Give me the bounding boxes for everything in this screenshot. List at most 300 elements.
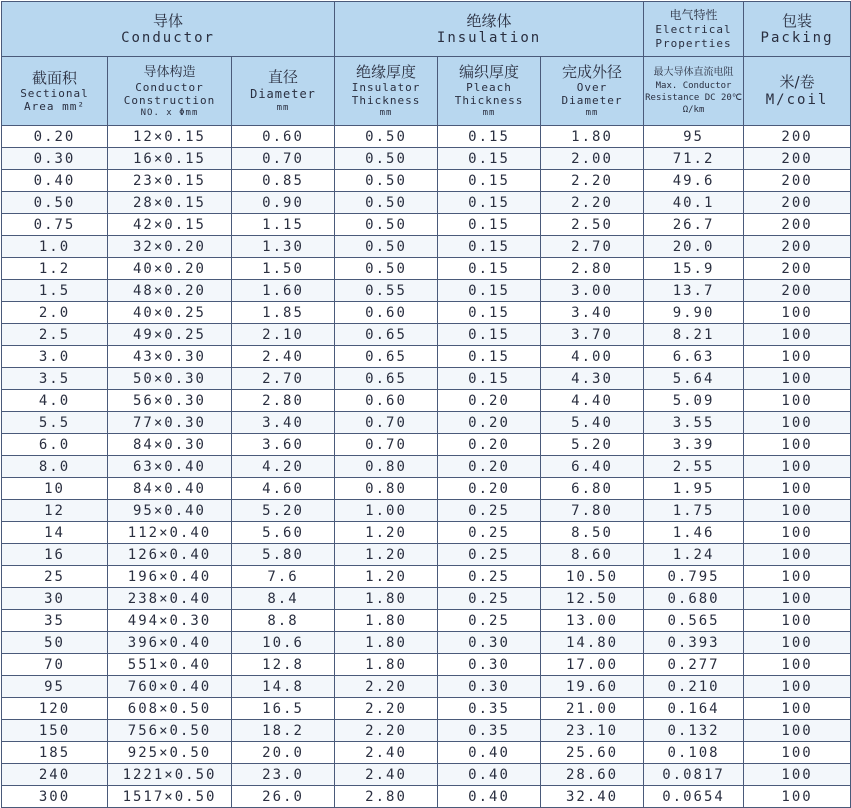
cell-insulator-thickness: 0.55 <box>335 280 438 302</box>
cell-construction: 1517×0.50 <box>108 786 232 808</box>
cell-max-resistance: 49.6 <box>644 170 744 192</box>
col-en: Pleach <box>466 80 512 94</box>
cell-meters-per-coil: 100 <box>744 654 851 676</box>
col-header-sectional-area <box>2 57 108 126</box>
cell-construction: 925×0.50 <box>108 742 232 764</box>
cell-diameter: 2.40 <box>232 346 335 368</box>
table-row <box>2 544 851 566</box>
cell-construction: 16×0.15 <box>108 148 232 170</box>
cell-sectional-area: 12 <box>2 500 108 522</box>
cell-meters-per-coil: 200 <box>744 280 851 302</box>
cell-construction: 238×0.40 <box>108 588 232 610</box>
cell-insulator-thickness: 1.20 <box>335 544 438 566</box>
cell-meters-per-coil: 100 <box>744 456 851 478</box>
cell-meters-per-coil: 200 <box>744 148 851 170</box>
cell-sectional-area: 0.40 <box>2 170 108 192</box>
cell-over-diameter: 2.80 <box>541 258 644 280</box>
col-header-meters-per-coil <box>744 57 851 126</box>
cell-pleach-thickness: 0.40 <box>438 786 541 808</box>
group-header-row <box>2 2 851 57</box>
cell-max-resistance: 5.64 <box>644 368 744 390</box>
cell-meters-per-coil: 100 <box>744 786 851 808</box>
cell-max-resistance: 1.24 <box>644 544 744 566</box>
cell-meters-per-coil: 100 <box>744 698 851 720</box>
cell-construction: 32×0.20 <box>108 236 232 258</box>
cell-sectional-area: 1.2 <box>2 258 108 280</box>
cell-diameter: 4.60 <box>232 478 335 500</box>
cell-meters-per-coil: 200 <box>744 170 851 192</box>
cell-over-diameter: 6.80 <box>541 478 644 500</box>
cell-pleach-thickness: 0.20 <box>438 390 541 412</box>
table-row <box>2 610 851 632</box>
cell-sectional-area: 3.5 <box>2 368 108 390</box>
table-row <box>2 500 851 522</box>
cell-over-diameter: 23.10 <box>541 720 644 742</box>
table-row <box>2 324 851 346</box>
table-row <box>2 302 851 324</box>
cell-pleach-thickness: 0.15 <box>438 368 541 390</box>
cell-meters-per-coil: 200 <box>744 192 851 214</box>
cell-diameter: 0.90 <box>232 192 335 214</box>
conductor-group-zh: 导体 <box>153 11 184 30</box>
cell-sectional-area: 0.30 <box>2 148 108 170</box>
cell-over-diameter: 13.00 <box>541 610 644 632</box>
cell-over-diameter: 14.80 <box>541 632 644 654</box>
col-zh: 米/卷 <box>779 72 815 91</box>
electrical-group-en2: Properties <box>655 36 732 50</box>
cell-over-diameter: 10.50 <box>541 566 644 588</box>
cell-meters-per-coil: 100 <box>744 544 851 566</box>
cell-max-resistance: 3.55 <box>644 412 744 434</box>
cell-insulator-thickness: 0.50 <box>335 236 438 258</box>
cell-over-diameter: 12.50 <box>541 588 644 610</box>
cell-sectional-area: 0.75 <box>2 214 108 236</box>
cell-insulator-thickness: 1.20 <box>335 566 438 588</box>
cell-pleach-thickness: 0.15 <box>438 126 541 148</box>
cell-meters-per-coil: 100 <box>744 566 851 588</box>
cell-pleach-thickness: 0.35 <box>438 720 541 742</box>
cell-diameter: 5.80 <box>232 544 335 566</box>
cell-over-diameter: 8.50 <box>541 522 644 544</box>
cell-meters-per-coil: 100 <box>744 522 851 544</box>
electrical-group-en1: Electrical <box>655 22 732 36</box>
cell-sectional-area: 0.20 <box>2 126 108 148</box>
cell-diameter: 2.70 <box>232 368 335 390</box>
col-header-insulator-thickness <box>335 57 438 126</box>
table-row <box>2 676 851 698</box>
cell-over-diameter: 32.40 <box>541 786 644 808</box>
table-row <box>2 148 851 170</box>
cell-diameter: 26.0 <box>232 786 335 808</box>
cell-insulator-thickness: 0.50 <box>335 148 438 170</box>
cell-sectional-area: 3.0 <box>2 346 108 368</box>
cell-insulator-thickness: 2.40 <box>335 764 438 786</box>
cell-over-diameter: 6.40 <box>541 456 644 478</box>
cell-over-diameter: 3.40 <box>541 302 644 324</box>
cell-max-resistance: 0.277 <box>644 654 744 676</box>
cell-meters-per-coil: 100 <box>744 588 851 610</box>
table-row <box>2 522 851 544</box>
table-row <box>2 214 851 236</box>
cell-diameter: 3.40 <box>232 412 335 434</box>
table-row <box>2 786 851 808</box>
cell-sectional-area: 240 <box>2 764 108 786</box>
cell-max-resistance: 15.9 <box>644 258 744 280</box>
cell-pleach-thickness: 0.20 <box>438 412 541 434</box>
cell-construction: 28×0.15 <box>108 192 232 214</box>
cell-over-diameter: 25.60 <box>541 742 644 764</box>
cell-diameter: 23.0 <box>232 764 335 786</box>
col-en: Diameter <box>250 86 316 101</box>
cell-max-resistance: 71.2 <box>644 148 744 170</box>
cell-construction: 396×0.40 <box>108 632 232 654</box>
cell-diameter: 8.8 <box>232 610 335 632</box>
cell-sectional-area: 2.0 <box>2 302 108 324</box>
cell-pleach-thickness: 0.15 <box>438 214 541 236</box>
cell-insulator-thickness: 0.70 <box>335 434 438 456</box>
cell-over-diameter: 2.50 <box>541 214 644 236</box>
cell-construction: 196×0.40 <box>108 566 232 588</box>
cell-sectional-area: 5.5 <box>2 412 108 434</box>
cell-construction: 63×0.40 <box>108 456 232 478</box>
col-en: M/coil <box>765 91 829 108</box>
cell-over-diameter: 2.20 <box>541 192 644 214</box>
table-row <box>2 478 851 500</box>
table-row <box>2 170 851 192</box>
col-en: NO. x Φmm <box>140 107 199 118</box>
cell-construction: 40×0.20 <box>108 258 232 280</box>
cell-insulator-thickness: 2.80 <box>335 786 438 808</box>
cell-diameter: 0.85 <box>232 170 335 192</box>
cell-over-diameter: 5.40 <box>541 412 644 434</box>
cell-diameter: 0.60 <box>232 126 335 148</box>
cell-diameter: 2.80 <box>232 390 335 412</box>
cell-construction: 1221×0.50 <box>108 764 232 786</box>
cell-meters-per-coil: 100 <box>744 478 851 500</box>
cell-max-resistance: 8.21 <box>644 324 744 346</box>
cell-sectional-area: 185 <box>2 742 108 764</box>
table-row <box>2 258 851 280</box>
cell-over-diameter: 3.70 <box>541 324 644 346</box>
cell-diameter: 0.70 <box>232 148 335 170</box>
cell-diameter: 4.20 <box>232 456 335 478</box>
cell-insulator-thickness: 2.20 <box>335 720 438 742</box>
cell-construction: 84×0.30 <box>108 434 232 456</box>
col-en: Thickness <box>454 93 524 107</box>
cell-sectional-area: 95 <box>2 676 108 698</box>
cell-diameter: 1.15 <box>232 214 335 236</box>
col-zh: 完成外径 <box>562 62 623 81</box>
insulation-group-zh: 绝缘体 <box>466 11 512 30</box>
electrical-group-zh: 电气特性 <box>669 7 718 22</box>
cell-max-resistance: 0.108 <box>644 742 744 764</box>
cell-over-diameter: 21.00 <box>541 698 644 720</box>
cell-pleach-thickness: 0.15 <box>438 324 541 346</box>
cell-meters-per-coil: 100 <box>744 346 851 368</box>
col-header-over-diameter <box>541 57 644 126</box>
cell-construction: 12×0.15 <box>108 126 232 148</box>
cell-construction: 756×0.50 <box>108 720 232 742</box>
cell-max-resistance: 3.39 <box>644 434 744 456</box>
cell-max-resistance: 13.7 <box>644 280 744 302</box>
col-en: mm <box>276 102 290 113</box>
conductor-group-header <box>2 2 335 57</box>
col-en: Insulator <box>351 80 421 94</box>
cell-max-resistance: 2.55 <box>644 456 744 478</box>
cell-meters-per-coil: 100 <box>744 412 851 434</box>
col-en: mm <box>482 107 496 118</box>
cell-insulator-thickness: 2.20 <box>335 676 438 698</box>
cell-max-resistance: 0.680 <box>644 588 744 610</box>
cell-construction: 40×0.25 <box>108 302 232 324</box>
table-row <box>2 764 851 786</box>
table-row <box>2 126 851 148</box>
cell-pleach-thickness: 0.15 <box>438 148 541 170</box>
cell-max-resistance: 0.795 <box>644 566 744 588</box>
col-en: mm <box>585 107 599 118</box>
cell-construction: 608×0.50 <box>108 698 232 720</box>
cell-sectional-area: 150 <box>2 720 108 742</box>
cell-meters-per-coil: 100 <box>744 764 851 786</box>
cell-pleach-thickness: 0.20 <box>438 478 541 500</box>
cell-diameter: 1.85 <box>232 302 335 324</box>
cell-over-diameter: 19.60 <box>541 676 644 698</box>
cell-over-diameter: 4.40 <box>541 390 644 412</box>
cell-pleach-thickness: 0.15 <box>438 346 541 368</box>
cell-max-resistance: 95 <box>644 126 744 148</box>
cell-insulator-thickness: 0.50 <box>335 170 438 192</box>
table-row <box>2 280 851 302</box>
cell-over-diameter: 3.00 <box>541 280 644 302</box>
table-header <box>2 2 851 126</box>
cell-construction: 50×0.30 <box>108 368 232 390</box>
conductor-group-en: Conductor <box>121 29 215 46</box>
col-zh: 截面积 <box>31 68 77 87</box>
cell-meters-per-coil: 100 <box>744 632 851 654</box>
col-en: Diameter <box>561 93 623 107</box>
table-row <box>2 588 851 610</box>
cell-sectional-area: 6.0 <box>2 434 108 456</box>
cell-max-resistance: 0.0817 <box>644 764 744 786</box>
cell-pleach-thickness: 0.15 <box>438 236 541 258</box>
cell-construction: 95×0.40 <box>108 500 232 522</box>
cell-diameter: 5.20 <box>232 500 335 522</box>
col-en: Conductor <box>135 80 204 94</box>
cell-insulator-thickness: 0.50 <box>335 258 438 280</box>
cell-meters-per-coil: 100 <box>744 610 851 632</box>
cell-max-resistance: 0.0654 <box>644 786 744 808</box>
cell-insulator-thickness: 0.60 <box>335 390 438 412</box>
cell-sectional-area: 1.0 <box>2 236 108 258</box>
cell-insulator-thickness: 0.65 <box>335 324 438 346</box>
cell-diameter: 14.8 <box>232 676 335 698</box>
cell-diameter: 16.5 <box>232 698 335 720</box>
cell-max-resistance: 0.565 <box>644 610 744 632</box>
cell-insulator-thickness: 0.50 <box>335 214 438 236</box>
table-row <box>2 434 851 456</box>
cell-meters-per-coil: 200 <box>744 258 851 280</box>
cell-diameter: 1.50 <box>232 258 335 280</box>
cell-pleach-thickness: 0.25 <box>438 500 541 522</box>
cell-max-resistance: 1.46 <box>644 522 744 544</box>
col-header-max-resistance <box>644 57 744 126</box>
cell-insulator-thickness: 1.00 <box>335 500 438 522</box>
cell-pleach-thickness: 0.20 <box>438 434 541 456</box>
table-row <box>2 720 851 742</box>
cell-insulator-thickness: 0.65 <box>335 368 438 390</box>
cell-over-diameter: 7.80 <box>541 500 644 522</box>
cell-pleach-thickness: 0.15 <box>438 280 541 302</box>
cell-pleach-thickness: 0.15 <box>438 170 541 192</box>
cell-sectional-area: 70 <box>2 654 108 676</box>
cell-insulator-thickness: 2.20 <box>335 698 438 720</box>
cell-max-resistance: 6.63 <box>644 346 744 368</box>
cell-construction: 126×0.40 <box>108 544 232 566</box>
cell-construction: 43×0.30 <box>108 346 232 368</box>
cell-max-resistance: 9.90 <box>644 302 744 324</box>
cell-diameter: 10.6 <box>232 632 335 654</box>
table-body <box>2 126 851 808</box>
cell-meters-per-coil: 100 <box>744 368 851 390</box>
cell-sectional-area: 4.0 <box>2 390 108 412</box>
cell-meters-per-coil: 100 <box>744 390 851 412</box>
packing-group-en: Packing <box>760 29 834 46</box>
cell-insulator-thickness: 0.65 <box>335 346 438 368</box>
cell-max-resistance: 20.0 <box>644 236 744 258</box>
col-zh: 绝缘厚度 <box>356 62 417 81</box>
cell-over-diameter: 4.30 <box>541 368 644 390</box>
col-header-pleach-thickness <box>438 57 541 126</box>
table-row <box>2 390 851 412</box>
cell-over-diameter: 8.60 <box>541 544 644 566</box>
cell-pleach-thickness: 0.25 <box>438 566 541 588</box>
packing-group-header <box>744 2 851 57</box>
cell-meters-per-coil: 100 <box>744 500 851 522</box>
col-en: Thickness <box>351 93 421 107</box>
cell-pleach-thickness: 0.15 <box>438 258 541 280</box>
cell-pleach-thickness: 0.30 <box>438 676 541 698</box>
table-row <box>2 236 851 258</box>
cell-max-resistance: 40.1 <box>644 192 744 214</box>
col-en: Area mm² <box>24 99 85 113</box>
cell-construction: 112×0.40 <box>108 522 232 544</box>
cell-sectional-area: 2.5 <box>2 324 108 346</box>
cell-diameter: 20.0 <box>232 742 335 764</box>
cell-insulator-thickness: 0.70 <box>335 412 438 434</box>
cell-sectional-area: 10 <box>2 478 108 500</box>
cell-insulator-thickness: 1.80 <box>335 632 438 654</box>
cell-sectional-area: 8.0 <box>2 456 108 478</box>
col-header-construction <box>108 57 232 126</box>
cell-meters-per-coil: 100 <box>744 742 851 764</box>
col-zh: 最大导体直流电阻 <box>653 67 734 78</box>
cell-over-diameter: 2.20 <box>541 170 644 192</box>
table-row <box>2 566 851 588</box>
cable-spec-table <box>1 1 851 808</box>
cell-pleach-thickness: 0.40 <box>438 742 541 764</box>
cell-pleach-thickness: 0.20 <box>438 456 541 478</box>
cell-meters-per-coil: 100 <box>744 434 851 456</box>
cell-diameter: 2.10 <box>232 324 335 346</box>
table-row <box>2 632 851 654</box>
col-en: Construction <box>123 93 216 107</box>
cell-diameter: 12.8 <box>232 654 335 676</box>
cell-insulator-thickness: 1.80 <box>335 654 438 676</box>
cell-insulator-thickness: 0.50 <box>335 126 438 148</box>
col-zh: 直径 <box>268 67 299 86</box>
cell-diameter: 18.2 <box>232 720 335 742</box>
cell-over-diameter: 2.70 <box>541 236 644 258</box>
cell-diameter: 1.30 <box>232 236 335 258</box>
col-en: mm <box>379 107 393 118</box>
cell-construction: 56×0.30 <box>108 390 232 412</box>
cell-sectional-area: 30 <box>2 588 108 610</box>
cell-over-diameter: 5.20 <box>541 434 644 456</box>
cell-over-diameter: 1.80 <box>541 126 644 148</box>
cell-construction: 23×0.15 <box>108 170 232 192</box>
cell-construction: 48×0.20 <box>108 280 232 302</box>
cell-meters-per-coil: 200 <box>744 126 851 148</box>
col-en: Ω/km <box>682 105 705 115</box>
cell-pleach-thickness: 0.15 <box>438 192 541 214</box>
packing-group-zh: 包装 <box>782 11 813 30</box>
cell-diameter: 1.60 <box>232 280 335 302</box>
table-row <box>2 654 851 676</box>
col-en: Max. Conductor <box>655 81 732 91</box>
cell-pleach-thickness: 0.25 <box>438 610 541 632</box>
cell-insulator-thickness: 1.20 <box>335 522 438 544</box>
cell-insulator-thickness: 0.60 <box>335 302 438 324</box>
cell-over-diameter: 2.00 <box>541 148 644 170</box>
cell-sectional-area: 16 <box>2 544 108 566</box>
table-row <box>2 456 851 478</box>
cell-insulator-thickness: 1.80 <box>335 588 438 610</box>
cell-meters-per-coil: 100 <box>744 676 851 698</box>
cell-construction: 49×0.25 <box>108 324 232 346</box>
cell-diameter: 7.6 <box>232 566 335 588</box>
col-zh: 编织厚度 <box>459 62 520 81</box>
col-zh: 导体构造 <box>143 64 196 80</box>
cell-construction: 760×0.40 <box>108 676 232 698</box>
cell-max-resistance: 1.95 <box>644 478 744 500</box>
cell-sectional-area: 120 <box>2 698 108 720</box>
cell-construction: 77×0.30 <box>108 412 232 434</box>
cell-diameter: 5.60 <box>232 522 335 544</box>
cell-pleach-thickness: 0.30 <box>438 632 541 654</box>
cell-max-resistance: 26.7 <box>644 214 744 236</box>
insulation-group-header <box>335 2 644 57</box>
cell-meters-per-coil: 200 <box>744 214 851 236</box>
cell-diameter: 3.60 <box>232 434 335 456</box>
cell-construction: 42×0.15 <box>108 214 232 236</box>
cell-sectional-area: 14 <box>2 522 108 544</box>
cell-sectional-area: 0.50 <box>2 192 108 214</box>
table-row <box>2 192 851 214</box>
cell-sectional-area: 35 <box>2 610 108 632</box>
cell-meters-per-coil: 100 <box>744 302 851 324</box>
cell-pleach-thickness: 0.30 <box>438 654 541 676</box>
cell-max-resistance: 1.75 <box>644 500 744 522</box>
cell-over-diameter: 28.60 <box>541 764 644 786</box>
cell-meters-per-coil: 100 <box>744 324 851 346</box>
col-en: Over <box>576 80 608 94</box>
cell-insulator-thickness: 0.80 <box>335 478 438 500</box>
cell-diameter: 8.4 <box>232 588 335 610</box>
cell-over-diameter: 4.00 <box>541 346 644 368</box>
insulation-group-en: Insulation <box>436 29 542 46</box>
table-row <box>2 742 851 764</box>
cell-insulator-thickness: 0.50 <box>335 192 438 214</box>
